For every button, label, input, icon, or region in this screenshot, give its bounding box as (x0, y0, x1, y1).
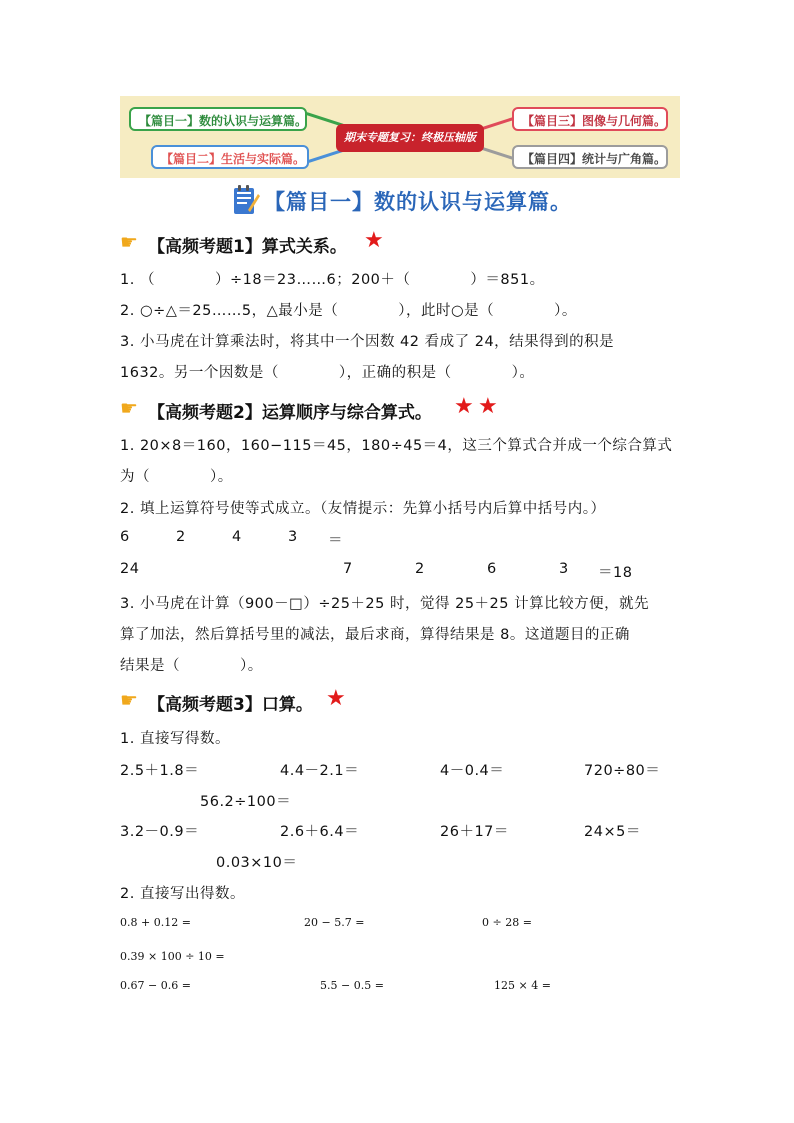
calc-item: 2.6＋6.4＝ (280, 824, 360, 840)
star-icon: ★ (478, 394, 498, 419)
banner-item-1: 【篇目一】数的认识与运算篇。 (129, 107, 307, 131)
calc-item: 26＋17＝ (440, 824, 509, 840)
notepad-pencil-icon (232, 184, 260, 216)
pointing-hand-icon: ☛ (120, 396, 138, 420)
operand: 7 (343, 561, 353, 577)
question-2-3-line3: 结果是（ ）。 (120, 658, 263, 674)
operand: 6 (120, 529, 130, 545)
question-1-2: 2. ○÷△＝25……5，△最小是（ ），此时○是（ ）。 (120, 303, 577, 319)
heading-1 (120, 230, 420, 256)
operand: 3 (288, 529, 298, 545)
result: ＝18 (598, 565, 633, 581)
calc-item: 2.5＋1.8＝ (120, 763, 200, 779)
operand: 2 (415, 561, 425, 577)
section-title-text: 【篇目一】数的认识与运算篇。 (264, 190, 572, 214)
question-2-3-line1: 3. 小马虎在计算（900－□）÷25＋25 时，觉得 25＋25 计算比较方便，就先 (120, 596, 650, 612)
question-2-1-line2: 为（ ）。 (120, 469, 233, 485)
question-3-2: 2. 直接写出得数。 (120, 886, 245, 902)
calc-item: 56.2÷100＝ (200, 794, 292, 810)
heading-2-text: 【高频考题2】运算顺序与综合算式。 (148, 403, 432, 423)
banner-center: 期末专题复习：终极压轴版 (336, 124, 484, 152)
question-3-1: 1. 直接写得数。 (120, 731, 230, 747)
pointing-hand-icon: ☛ (120, 688, 138, 712)
calc-item: 20 − 5.7 = (304, 916, 365, 929)
calc-item: 24×5＝ (584, 824, 641, 840)
star-icon: ★ (364, 228, 384, 253)
operand: 4 (232, 529, 242, 545)
heading-3-text: 【高频考题3】口算。 (148, 695, 313, 715)
calc-item: 0 ÷ 28 = (482, 916, 532, 929)
star-icon: ★ (454, 394, 474, 419)
connector-line (480, 117, 515, 131)
calc-item: 125 × 4 = (494, 979, 551, 992)
calc-item: 720÷80＝ (584, 763, 661, 779)
calc-item: 3.2－0.9＝ (120, 824, 200, 840)
equals-sign: ＝ (328, 533, 343, 549)
operand: 3 (559, 561, 569, 577)
calc-item: 4－0.4＝ (440, 763, 505, 779)
question-2-1-line1: 1. 20×8＝160，160−115＝45，180÷45＝4，这三个算式合并成一个综合算式 (120, 438, 673, 454)
heading-2 (120, 396, 540, 422)
star-icon: ★ (326, 686, 346, 711)
question-1-3-line2: 1632。另一个因数是（ ），正确的积是（ ）。 (120, 365, 535, 381)
operand: 6 (487, 561, 497, 577)
calc-item: 4.4－2.1＝ (280, 763, 360, 779)
banner-item-3: 【篇目三】图像与几何篇。 (512, 107, 668, 131)
mindmap-banner (120, 96, 680, 178)
calc-item: 0.8 + 0.12 = (120, 916, 191, 929)
banner-item-4: 【篇目四】统计与广角篇。 (512, 145, 668, 169)
operand: 24 (120, 561, 140, 577)
banner-item-2: 【篇目二】生活与实际篇。 (151, 145, 309, 169)
question-2-2: 2. 填上运算符号使等式成立。（友情提示：先算小括号内后算中括号内。） (120, 501, 606, 517)
calc-item: 0.03×10＝ (216, 855, 298, 871)
operand: 2 (176, 529, 186, 545)
pointing-hand-icon: ☛ (120, 230, 138, 254)
question-1-3-line1: 3. 小马虎在计算乘法时，将其中一个因数 42 看成了 24，结果得到的积是 (120, 334, 615, 350)
connector-line (480, 147, 515, 161)
calc-item: 0.39 × 100 ÷ 10 = (120, 950, 225, 963)
question-2-3-line2: 算了加法，然后算括号里的减法，最后求商，算得结果是 8。这道题目的正确 (120, 627, 630, 643)
heading-1-text: 【高频考题1】算式关系。 (148, 237, 347, 257)
heading-3 (120, 688, 380, 714)
question-1-1: 1. （ ）÷18＝23……6；200＋（ ）＝851。 (120, 272, 545, 288)
calc-item: 5.5 − 0.5 = (320, 979, 384, 992)
calc-item: 0.67 − 0.6 = (120, 979, 191, 992)
